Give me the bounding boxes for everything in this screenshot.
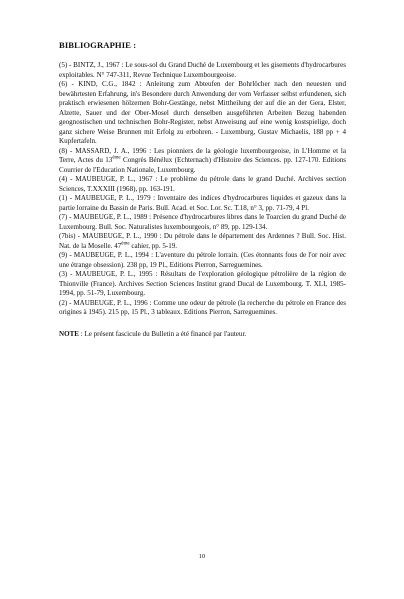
page-number: 10 [198, 553, 206, 560]
bibliography-entry: (8) - MASSARD, J. A., 1996 : Les pionniers de la géologie luxembourgeoise, in L'Homme et la Terre, Actes du 13ème Congrès Bénélux (Echternach) d'Histoire des Sciences. pp. 127-170. Editions Courrier de l'Education Nationale, Luxembourg. [59, 146, 346, 174]
bibliography-entry: (9) - MAUBEUGE, P. L., 1994 : L'aventure du pétrole lorrain. (Ces étonnants fous de l'or noir avec une étrange obsession). 238 pp, 19 Pl., Editions Pierron, Sarreguemines. [59, 251, 346, 269]
note-label: NOTE [59, 329, 79, 338]
bibliography-page [59, 40, 346, 339]
bibliography-entry: (7bis) - MAUBEUGE, P. L., 1990 : Du pétrole dans le département des Ardennes ? Bull. Soc. Hist. Nat. de la Moselle. 47ème cahier, pp. 5-19. [59, 232, 346, 250]
funding-note [59, 330, 346, 340]
bibliography-heading: BIBLIOGRAPHIE : [59, 40, 137, 50]
bibliography-entry: (3) - MAUBEUGE, P. L., 1995 : Résultats de l'exploration géologique pétrolière de la région de Thionville (France). Archives Section Sciences Institut grand Ducal de Luxembourg. T. XLI, 1985-1994, pp. 51-79, Luxembourg. [59, 270, 346, 297]
bibliography-list [59, 61, 346, 318]
bibliography-entry: (2) - MAUBEUGE, P. L., 1996 : Comme une odeur de pétrole (la recherche du pétrole en France des origines à 1945). 215 pp, 15 Pl., 3 tableaux. Editions Pierron, Sarreguemines. [59, 298, 346, 316]
bibliography-entry: (5) - BINTZ, J., 1967 : Le sous-sol du Grand Duché de Luxembourg et les gisements d'hydrocarbures exploitables. N° 747-311, Revue Technique Luxembourgeoise. [59, 61, 346, 79]
bibliography-entry: (7) - MAUBEUGE, P. L., 1989 : Présence d'hydrocarbures libres dans le Toarcien du grand Duché de Luxembourg. Bull. Soc. Naturalistes luxembourgeois, n° 89, pp. 129-134. [59, 213, 346, 231]
bibliography-entry: (1) - MAUBEUGE, P. L., 1979 : Inventaire des indices d'hydrocarbures liquides et gazeux dans la partie lorraine du Bassin de Paris. Bull. Acad. et Soc. Lor. Sc. T.18, n° 3, pp. 71-79, 4 Pl. [59, 194, 346, 212]
bibliography-entry: (6) - KIND, C.G., 1842 : Anleitung zum Abteufen der Bohrlöcher nach den neuesten und bewährtesten Erfahrung, in's Besondere durch Anwendung der vom Verfasser selbst erfundenen, sich praktisch erwiesenen hölzernen Bohr-Gestänge, nebst Mittheilung der auf die an der Gera, Elster, Alzette, Sauer und der Ober-Mosel durch denselben ausgeführten Arbeiten Bezug habenden geognostischen und technischen Bohr-Register, nebst Anweisung auf eine wenig kostspielige, doch ganz sichere Weise Brunnen mit Erfolg zu erbohren. - Luxemburg, Gustav Michaelis, 188 pp + 4 Kupfertafeln. [59, 80, 346, 145]
bibliography-entry: (4) - MAUBEUGE, P. L., 1967 : Le problème du pétrole dans le grand Duché. Archives section Sciences, T.XXXIII (1968), pp. 163-191. [59, 175, 346, 193]
note-text: : Le présent fascicule du Bulletin a été financé par l'auteur. [78, 329, 247, 338]
